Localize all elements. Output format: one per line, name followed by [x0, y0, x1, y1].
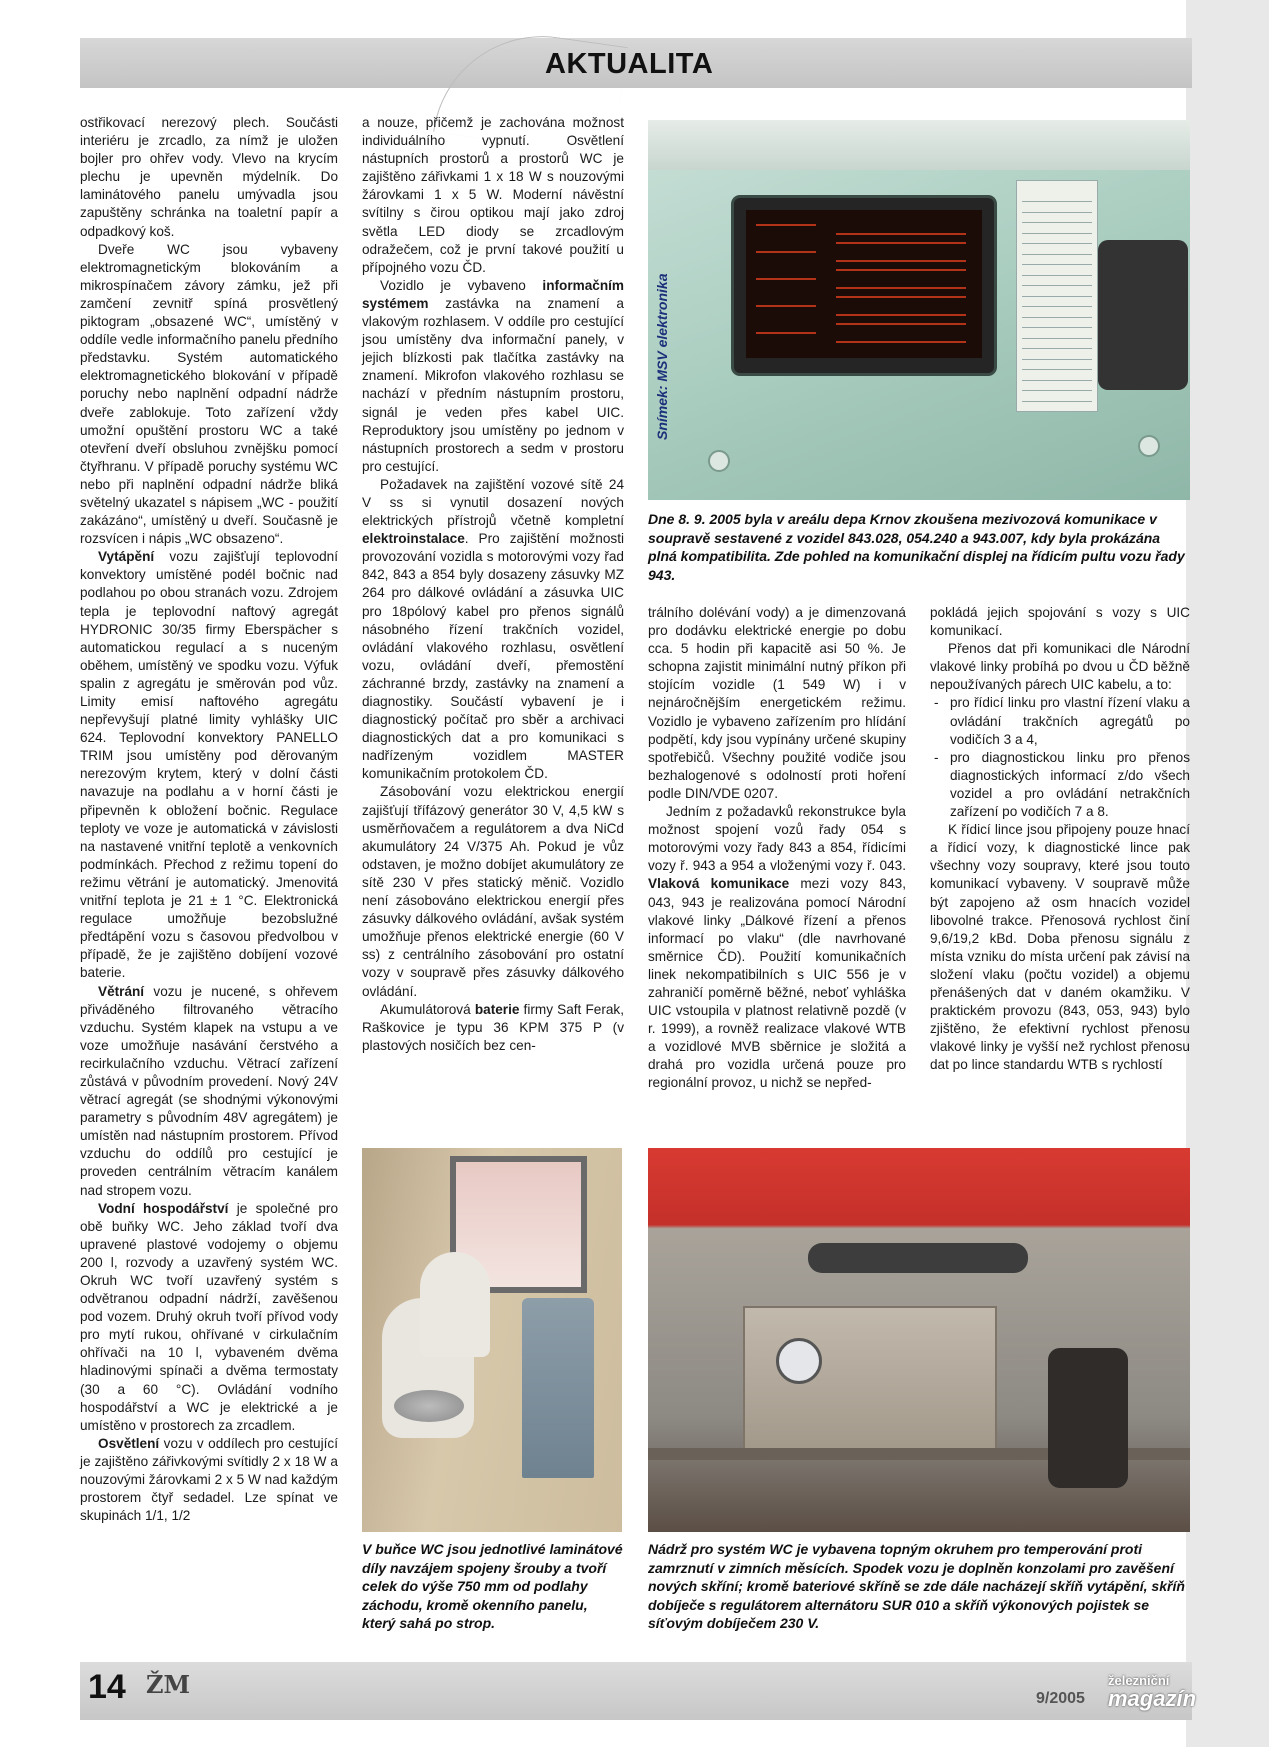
card-line — [1022, 369, 1092, 370]
paragraph — [362, 277, 624, 476]
paragraph-text: Vozidlo je vybaveno — [380, 277, 543, 293]
paragraph: Dveře WC jsou vybaveny elektromagnetickým blokováním a mikrospínačem závory zámku, jež při zamčení zevnitř spíná prosvětlený piktogram „obsazené WC“, umístěný v oddíle vedle informačního panelu předního představku. Systém automatického elektromagnetického blokování v případě poruchy nebo naplnění odpadní nádrže dveře zablokuje. Toto zařízení vždy umožní opuštění prostoru WC a také otevření dveří obsluhou zvnějšku pomocí čtyřhranu. V případě poruchy systému WC nebo při naplnění odpadní nádrže bliká světelný ukazatel s nápisem „WC - použití zakázáno“, umístěný u dveří. Současně je rozsvícen i nápis „WC obsazeno“. — [80, 241, 338, 547]
paragraph-lead: baterie — [474, 1001, 520, 1017]
paragraph-text: Zásobování vozu elektrickou energií zajišťují třífázový generátor 30 V, 4,5 kW s usměrňovačem a regulátorem a dva NiCd akumulátory 24 V/375 Ah. Pokud je vůz odstaven, je možno dobíjet akumulátory ze sítě 230 V přes statický měnič. Vozidlo není zásobováno elektrickou energií přes zásuvky dálkového ovládání, avšak systém umožňuje přenos elektrické energie (60 V ss) z centrálního zásobování pro ostatní vozy v soupravě přes zásuvky dálkového ovládání. — [362, 784, 624, 999]
card-line — [1022, 222, 1092, 223]
card-line — [1022, 359, 1092, 360]
paragraph-text: Požadavek na zajištění vozové sítě 24 V ss si vynutil dosazení nových elektrických přístrojů včetně kompletní — [362, 476, 624, 529]
card-line — [1022, 380, 1092, 381]
paragraph — [648, 803, 906, 1093]
paragraph — [362, 476, 624, 784]
photo-wc-cabin — [362, 1148, 622, 1532]
footer-bar — [80, 1662, 1192, 1720]
photo-caption: V buňce WC jsou jednotlivé laminátové díly navzájem spojeny šrouby a tvoří celek do výše 750 mm od podlahy záchodu, kromě okenního panelu, který sahá po strop. — [362, 1541, 623, 1631]
screen-row — [756, 278, 816, 280]
card-line — [1022, 212, 1092, 213]
screen-row — [836, 323, 966, 325]
paragraph: K řídicí lince jsou připojeny pouze hnací a řídicí vozy, k diagnostické lince pak všechny vozy soupravy, které jsou touto komunikací vybaveny. V soupravě může být zapojeno až osm hnacích vozidel libovolné trakce. Přenosová rychlost činí 9,6/19,2 kBd. Doba přenosu signálu z místa vzniku do místa určení pak závisí na složení vlaku (počtu vozidel) a objemu přenášených dat v daném okamžiku. V praktickém provozu (843, 053, 943) bylo zjištěno, že efektivní rychlost přenosu vlakové linky je vyšší než rychlost přenosu dat po lince standardu WTB s rychlostí — [930, 822, 1190, 1073]
paragraph-text: a nouze, přičemž je zachována možnost individuálního vypnutí. Osvětlení nástupních prostorů a prostorů WC je zajištěno zářivkami 1 x 18 W s nouzovými žárovkami 1 x 5 W. Moderní návěstní svítilny s čirou optikou mají jako zdroj světla LED diody se zrcadlovým odražečem, což je první takové použití u přípojného vozu ČD. — [362, 115, 624, 275]
text-column-2 — [362, 114, 624, 1055]
card-line — [1022, 348, 1092, 349]
screen-row — [756, 251, 816, 253]
paragraph: pokládá jejich spojování s vozy s UIC komunikací. — [930, 605, 1190, 639]
card-line — [1022, 317, 1092, 318]
screen-row — [836, 242, 966, 244]
photo-caption: Nádrž pro systém WC je vybavena topným okruhem pro temperování proti zamrznutí v zimních měsících. Spodek vozu je doplněn konzolami pro zavěšení nových skříní; kromě bateriové skříně se zde dále nacházejí skříň vytápění, skříň dobíječe s regulátorem alternátoru SUR 010 a skříň výkonových pojistek se síťovým dobíječem 230 V. — [648, 1541, 1185, 1631]
section-title: AKTUALITA — [545, 48, 714, 80]
paragraph-lead: Vodní hospodářství — [98, 1200, 229, 1216]
photo-control-desk — [648, 120, 1190, 500]
bullet-list — [930, 694, 1190, 821]
screen-row — [756, 224, 816, 226]
photo-caption: Dne 8. 9. 2005 byla v areálu depa Krnov zkoušena mezivozová komunikace v soupravě sestavené z vozidel 843.028, 054.240 a 943.007, kdy byla prokázána plná kompatibilita. Zde pohled na komunikační displej na řídicím pultu vozu řady 943. — [648, 511, 1185, 583]
text-column-1 — [80, 114, 338, 1525]
list-item: - pro diagnostickou linku pro přenos diagnostických informací z/do všech vozidel a pro ovládání netrakčních zařízení po vodičích 7 a 8. — [946, 749, 1190, 821]
list-item: - pro řídicí linku pro vlastní řízení vlaku a ovládání trakčních agregátů po vodičích 3 a 4, — [946, 694, 1190, 748]
card-line — [1022, 401, 1092, 402]
paragraph-text: Jedním z požadavků rekonstrukce byla možnost spojení vozů řady 054 s motorovými vozy řady 843 a 854, řídicími vozy ř. 943 a 954 a vloženými vozy ř. 043. — [648, 804, 906, 874]
magazine-name: magazín — [1108, 1686, 1197, 1711]
paragraph — [362, 783, 624, 1000]
gauge — [1098, 240, 1188, 390]
paragraph-text: vozu v oddílech pro cestující je zajištěno zářivkovými svítidly 2 x 18 W a nouzovými žárovkami 2 x 5 W nad každým prostorem čtyř sedadel. Lze spínat ve skupinách 1/1, 1/2 — [80, 1435, 338, 1524]
paragraph-text: firmy Saft Ferak, Raškovice je typu 36 KPM 375 P (v plastových nosičích bez cen- — [362, 1001, 624, 1053]
card-line — [1022, 201, 1092, 202]
paragraph: Přenos dat při komunikaci dle Národní vlakové linky probíhá po dvou u ČD běžně nepoužívaných párech UIC kabelu, a to: — [930, 641, 1190, 693]
knob — [1138, 435, 1160, 457]
screen-row — [756, 332, 816, 334]
text-column-3 — [648, 604, 906, 1093]
paragraph — [362, 114, 624, 277]
photo-credit: Snímek: MSV elektronika — [654, 273, 670, 440]
paragraph — [362, 1001, 624, 1055]
paragraph — [80, 1200, 338, 1435]
card-line — [1022, 306, 1092, 307]
display-screen — [734, 198, 994, 373]
paragraph-text: trálního dolévání vody) a je dimenzovaná pro dodávku elektrické energie po dobu cca. 5 hodin při kapacitě asi 50 %. Je schopna zajistit minimální nutný příkon při stojícím vozidle (1 549 W) i v nejnáročnějším energetickém režimu. Vozidlo je vybaveno zařízením pro hlídání podpětí, kdy jsou vypínány určené skupiny spotřebičů. Všechny použité vodiče jsou bezhalogenové s odolností proti hoření podle DIN/VDE 0207. — [648, 605, 906, 801]
paragraph-lead: Vlaková komunikace — [648, 876, 790, 892]
card-line — [1022, 254, 1092, 255]
text-column-4 — [930, 604, 1190, 1074]
paragraph-text: vozu zajišťují teplovodní konvektory umístěné podél bočnic nad podlahou po obou stranách vozu. Zdrojem tepla je teplovodní naftový agregát HYDRONIC 30/35 firmy Eberspächer s automatickou regulací a s nuceným oběhem, umístěný ve spodku vozu. Výfuk spalin z agregátu je směrován pod vůz. Limity emisí naftového agregátu nepřevyšují platné limity vyhlášky UIC 624. Teplovodní konvektory PANELLO TRIM jsou umístěny pod děrovaným nerezovým krytem, který v dolní části navazuje na podlahu a v horní části je připevněn k obložení bočnic. Regulace teploty ve voze je automatická v závislosti na nastavené vnitřní teplotě a venkovních podmínkách. Přechod z režimu topení do režimu větrání je automatický. Jmenovitá vnitřní teplota je 21 ± 1 °C. Elektronická regulace umožňuje bezobslužné předtápění vozu s časovou předvolbou v případě, že je zajištěno dobíjení vozové baterie. — [80, 549, 338, 981]
paragraph-text: Akumulátorová — [380, 1001, 475, 1017]
card-line — [1022, 264, 1092, 265]
photo-wc-tank — [648, 1148, 1190, 1532]
card-line — [1022, 233, 1092, 234]
paragraph-lead: Větrání — [98, 983, 145, 999]
paragraph-text: . Pro zajištění možnosti provozování vozidla s motorovými vozy řad 842, 843 a 854 byly dosazeny zásuvky MZ 264 pro dálkové ovládání a zásuvka UIC pro 18pólový kabel pro přenos signálů násobného řízení trakčních vozidel, ovládání vlakového rozhlasu, osvětlení vozu, ovládání dveří, přemostění záchranné brzdy, zastávky na znamení a diagnostiky. Součástí vybavení je i diagnostický počítač pro sběr a archivaci diagnostických dat a pro komunikaci s nadřízeným vozidlem MASTER komunikačním protokolem ČD. — [362, 531, 624, 782]
card-line — [1022, 327, 1092, 328]
magazine-logo-icon: ŽM — [146, 1670, 191, 1699]
card-line — [1022, 338, 1092, 339]
card-line — [1022, 275, 1092, 276]
screen-row — [836, 296, 966, 298]
paragraph-lead: Osvětlení — [98, 1435, 160, 1451]
screen-row — [756, 305, 816, 307]
screen-row — [836, 287, 966, 289]
screen-row — [836, 260, 966, 262]
card-line — [1022, 390, 1092, 391]
issue-number: 9/2005 — [1036, 1690, 1085, 1707]
paragraph — [80, 548, 338, 982]
screen-row — [836, 341, 966, 343]
paragraph-text: mezi vozy 843, 043, 943 je realizována pomocí Národní vlakové linky „Dálkové řízení a přenos informací po vlaku“ (dle navrhované směrnice ČD). Použití komunikačních linek nekompatibilních s UIC 556 je v zahraničí poměrně běžné, neboť vyhláška UIC vstoupila v platnost relativně pozdě (v r. 1999), a rovněž realizace vlakové WTB a vozidlové MVB sběrnice je složitá a drahá pro vozidla určená pouze pro regionální provoz, u nichž se nepřed- — [648, 876, 906, 1091]
paragraph-text: vozu je nucené, s ohřevem přiváděného filtrovaného větracího vzduchu. Systém klapek na vstupu a ve voze umožňuje nasávání čerstvého a recirkulačního vzduchu. Větrací zařízení zůstává v původním provedení. Nový 24V větrací agregát (se shodnými výkonovými parametry s původním 48V agregátem) je umístěn nad nástupním prostorem. Přívod vzduchu do oddílů pro cestující je proveden centrálním větracím kanálem nad stropem vozu. — [80, 983, 338, 1198]
paragraph — [648, 604, 906, 803]
page-number: 14 — [88, 1668, 126, 1706]
paragraph-lead: elektroinstalace — [362, 531, 465, 547]
knob — [708, 450, 730, 472]
paragraph-lead: informačním systémem — [362, 277, 624, 311]
card-line — [1022, 243, 1092, 244]
magazine-name-top: železniční — [1108, 1673, 1170, 1688]
paragraph-lead: Vytápění — [98, 549, 155, 565]
screen-row — [836, 233, 966, 235]
paragraph — [80, 1435, 338, 1525]
card-line — [1022, 296, 1092, 297]
screen-row — [836, 314, 966, 316]
paragraph: ostřikovací nerezový plech. Součásti interiéru je zrcadlo, za nímž je uložen bojler pro ohřev vody. Vlevo na krycím plechu je upevněn mýdelník. Do laminátového panelu umývadla jsou zapuštěny schránka na toaletní papír a odpadkový koš. — [80, 115, 338, 239]
screen-row — [836, 269, 966, 271]
card-line — [1022, 285, 1092, 286]
paragraph-text: je společné pro obě buňky WC. Jeho základ tvoří dva upravené plastové vodojemy o objemu 200 l, rozvody a uzavřený systém WC. Okruh WC tvoří uzavřený systém s odvětranou odpadní nádrží, zavěšenou pod vozem. Druhý okruh tvoří přívod vody pro mytí rukou, ohřívané v cirkulačním ohřívači na 10 l, vybaveném dvěma hladinovými spínači a dvěma termostaty (30 a 60 °C). Ovládání vodního hospodářství a WC je elektrické a je umístěno v prostorech za zrcadlem. — [80, 1200, 339, 1433]
station-list-card — [1016, 180, 1098, 412]
paragraph-text: zastávka na znamení a vlakovým rozhlasem. V oddíle pro cestující jsou umístěny dva informační panely, v jejich blízkosti pak tlačítka zastávky na znamení. Mikrofon vlakového rozhlasu se nachází v předním nástupním prostoru, signál je veden přes kabel UIC. Reproduktory jsou umístěny po jednom v nástupních prostorech a sedm v prostoru pro cestující. — [362, 295, 624, 474]
paragraph — [80, 983, 338, 1200]
page-edge — [1186, 0, 1269, 1747]
